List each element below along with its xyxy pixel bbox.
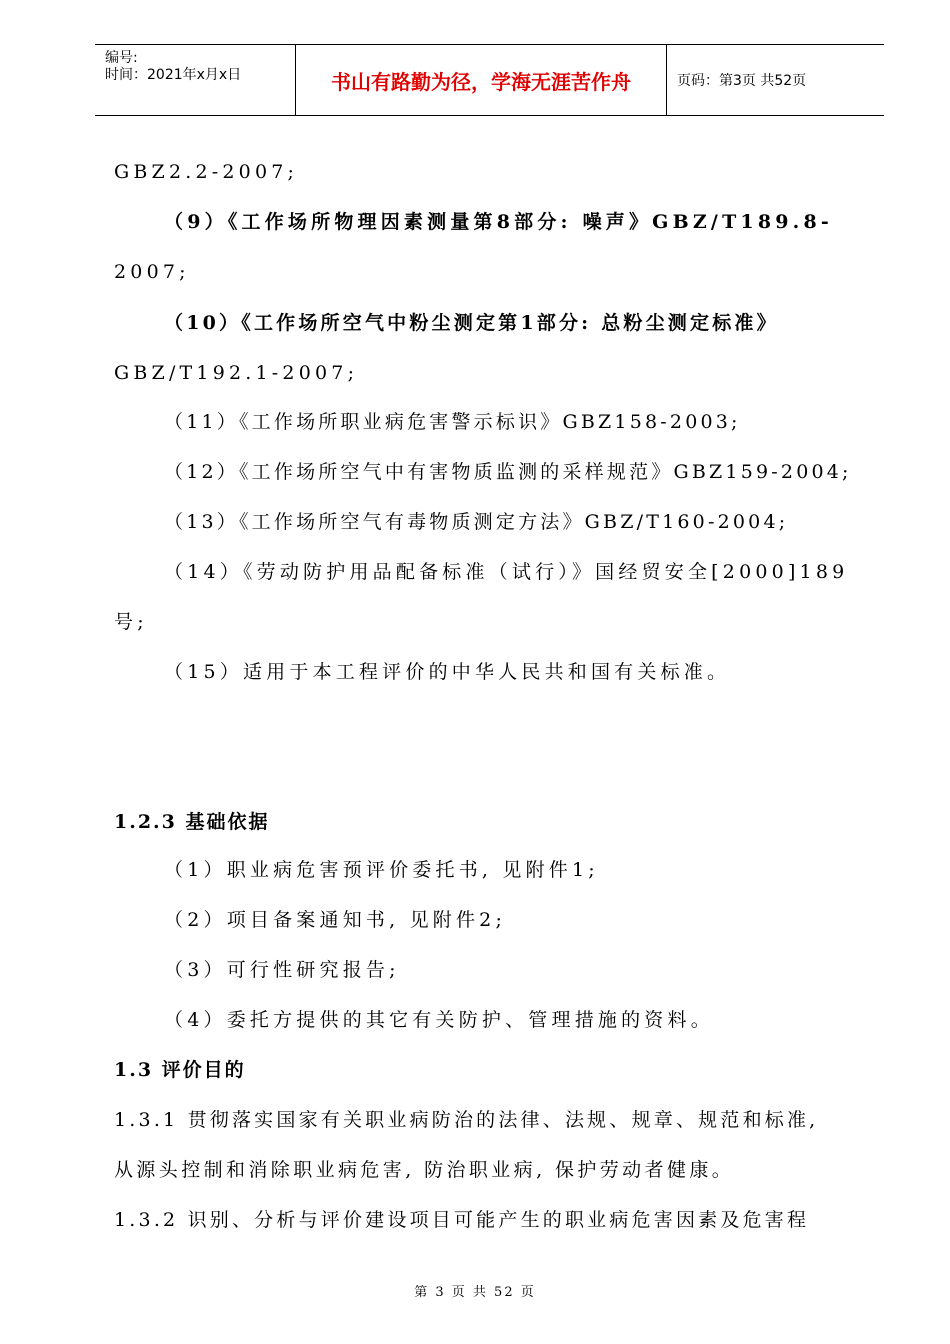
- text-line: GBZ2.2-2007;: [114, 161, 299, 183]
- header-meta: [95, 45, 295, 115]
- list-item-10: （10）《工作场所空气中粉尘测定第1部分: 总粉尘测定标准》: [164, 312, 779, 334]
- text-line: 号;: [114, 611, 148, 633]
- header-divider: [666, 45, 667, 115]
- list-item-14: （14）《劳动防护用品配备标准（试行）》国经贸安全[2000]189: [164, 561, 849, 583]
- list-item-11: （11）《工作场所职业病危害警示标识》GBZ158-2003;: [164, 411, 741, 433]
- text-line: 2007;: [114, 261, 190, 283]
- text-line: GBZ/T192.1-2007;: [114, 362, 359, 384]
- document-header: [95, 44, 884, 116]
- list-item-4: （4）委托方提供的其它有关防护、管理措施的资料。: [164, 1009, 714, 1031]
- paragraph-1-3-2: 1.3.2 识别、分析与评价建设项目可能产生的职业病危害因素及危害程: [114, 1209, 810, 1231]
- section-heading-1-3: 1.3 评价目的: [114, 1059, 246, 1081]
- document-number-label: 编号:: [105, 50, 138, 66]
- list-item-1: （1）职业病危害预评价委托书, 见附件1;: [164, 859, 599, 881]
- list-item-12: （12）《工作场所空气中有害物质监测的采样规范》GBZ159-2004;: [164, 461, 852, 483]
- paragraph-1-3-1: 1.3.1 贯彻落实国家有关职业病防治的法律、法规、规章、规范和标准,: [114, 1109, 819, 1131]
- list-item-2: （2）项目备案通知书, 见附件2;: [164, 909, 507, 931]
- document-time-label: 时间：2021年x月x日: [105, 67, 242, 83]
- list-item-9: （9）《工作场所物理因素测量第8部分: 噪声》GBZ/T189.8-: [164, 211, 833, 233]
- header-motto: 书山有路勤为径，学海无涯苦作舟: [331, 69, 631, 94]
- list-item-13: （13）《工作场所空气有毒物质测定方法》GBZ/T160-2004;: [164, 511, 789, 533]
- section-heading-1-2-3: 1.2.3 基础依据: [114, 811, 270, 833]
- list-item-3: （3）可行性研究报告;: [164, 959, 400, 981]
- list-item-15: （15）适用于本工程评价的中华人民共和国有关标准。: [164, 661, 731, 683]
- header-page-info: 页码：第3页 共52页: [677, 73, 807, 89]
- page-footer: 第 3 页 共 52 页: [414, 1285, 536, 1300]
- text-line: 从源头控制和消除职业病危害, 防治职业病, 保护劳动者健康。: [114, 1159, 735, 1181]
